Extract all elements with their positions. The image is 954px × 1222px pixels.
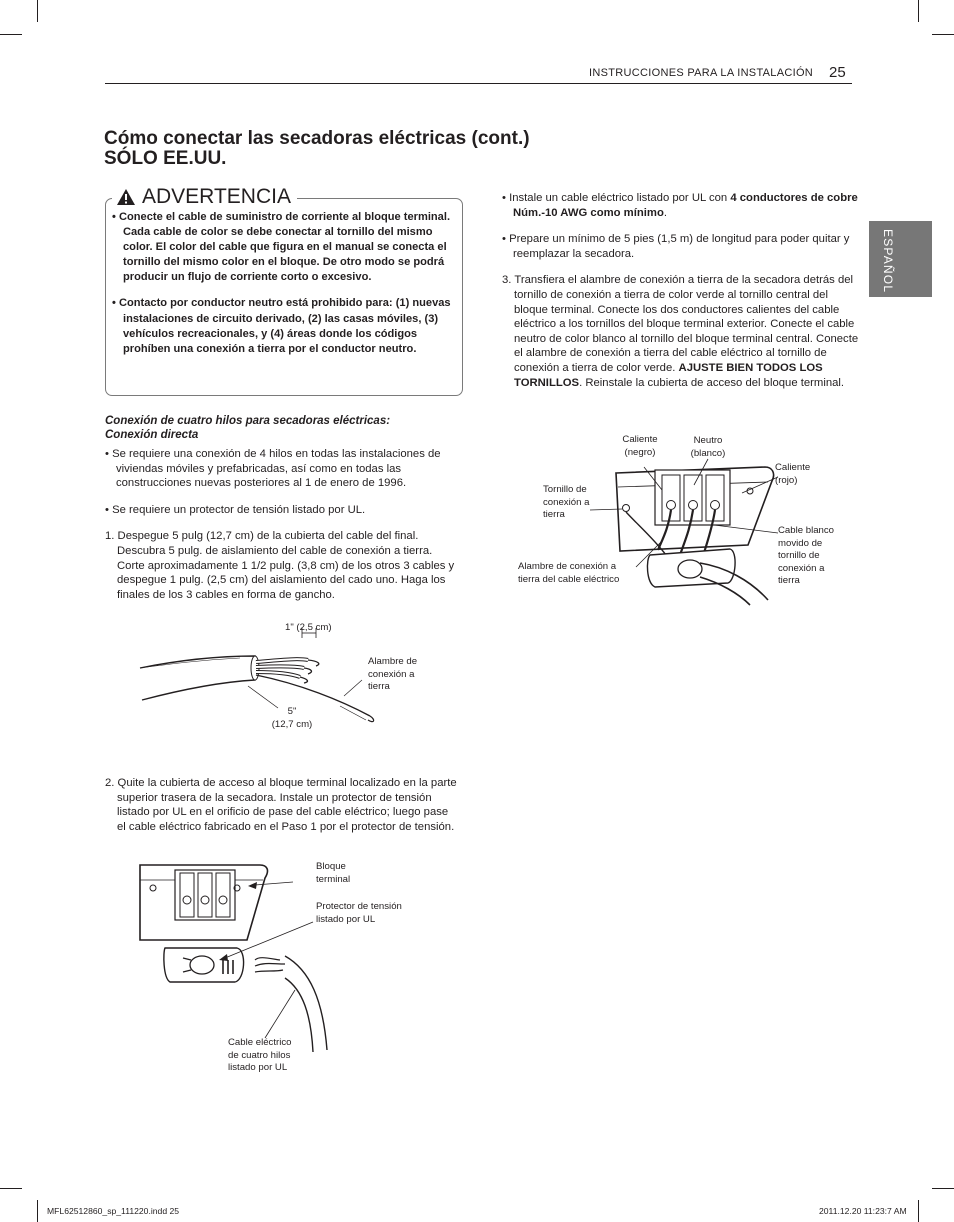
bullet-item: • Se requiere una conexión de 4 hilos en todas las instalaciones de viviendas móviles y prefabricadas, así como en todas las construcciones nuevas posteriores al 1 de enero de 1996.	[105, 448, 441, 490]
step-3: 3. Transfiera el alambre de conexión a tierra de la secadora detrás del tornillo de conexión a tierra de color verde al tornillo central del bloque terminal. Conecte los dos conductores calientes del cable eléctrico a los tornillos del bloque terminal exterior. Conecte el cable neutro de color blanco al tornillo del bloque terminal central. Conecte el alambre de conexión a tierra del cable eléctrico al tornillo de conexión a tierra de color verde. AJUSTE BIEN TODOS LOS TORNILLOS. Reinstale la cubierta de acceso del bloque terminal.	[502, 274, 859, 389]
crop-mark	[932, 1188, 954, 1189]
crop-mark	[918, 1200, 919, 1222]
left-body-2	[105, 776, 457, 834]
label-power-cord: Cable eléctrico de cuatro hilos listado por UL	[228, 1037, 292, 1073]
label-neutral-white: Neutro (blanco)	[690, 435, 726, 459]
step-1: 1. Despegue 5 pulg (12,7 cm) de la cubierta del cable del final. Descubra 5 pulg. de aislamiento del cable de conexión a tierra. Corte aproximadamente 1 1/2 pulg. (3,8 cm) de los otros 3 cables y despegue 1 pulg. (2,5 cm) del aislamiento del cado uno. Haga los finales de los 3 cables en forma de gancho.	[105, 530, 455, 601]
label-ground-wire: Alambre de conexión a tierra	[368, 656, 418, 692]
language-tab: ESPAÑOL	[869, 221, 932, 297]
header-rule	[105, 83, 852, 84]
crop-mark	[37, 0, 38, 22]
running-header: INSTRUCCIONES PARA LA INSTALACIÓN	[589, 67, 814, 79]
crop-mark	[918, 0, 919, 22]
label-hot-black: Caliente (negro)	[622, 434, 658, 458]
warning-title: ADVERTENCIA	[142, 185, 291, 208]
bullet-item: • Se requiere un protector de tensión listado por UL.	[105, 503, 366, 516]
stripped-cable-illustration	[130, 620, 390, 740]
wiring-diagram-illustration	[610, 455, 780, 605]
page-title: Cómo conectar las secadoras eléctricas (cont.) SÓLO EE.UU.	[104, 128, 530, 169]
dim-label-5in: 5" (12,7 cm)	[271, 706, 313, 730]
label-ground-screw: Tornillo de conexión a tierra	[543, 484, 590, 520]
label-strain-relief: Protector de tensión listado por UL	[316, 901, 402, 925]
warning-item: • Contacto por conductor neutro está prohibido para: (1) nuevas instalaciones de circuito derivado, (2) las casas móviles, (3) vehículos recreacionales, y (4) áreas donde los códigos prohíben una conexión a tierra por el conductor neutro.	[112, 297, 451, 355]
right-body	[502, 191, 862, 390]
step-2: 2. Quite la cubierta de acceso al bloque terminal localizado en la parte superior trasera de la secadora. Instale un protector de tensión listado por UL en el orificio de pase del cable eléctrico; luego pase el cable eléctrico fabricado en el Paso 1 por el protector de tensión.	[105, 777, 457, 833]
label-terminal-block: Bloque terminal	[316, 861, 351, 885]
label-white-wire-moved: Cable blanco movido de tornillo de conexión a tierra	[778, 525, 835, 586]
bullet-item: • Instale un cable eléctrico listado por UL con 4 conductores de cobre Núm.-10 AWG como mínimo.	[502, 192, 858, 219]
crop-mark	[932, 34, 954, 35]
warning-list	[112, 210, 456, 357]
page-number: 25	[829, 64, 846, 81]
warning-heading	[112, 185, 297, 209]
dim-label-1in: 1" (2,5 cm)	[285, 622, 332, 633]
footer-filename: MFL62512860_sp_111220.indd 25	[47, 1206, 180, 1216]
terminal-block-illustration	[135, 860, 335, 1060]
warning-triangle-icon	[116, 188, 136, 206]
footer-timestamp: 2011.12.20 11:23:7 AM	[819, 1206, 907, 1216]
warning-item: • Conecte el cable de suministro de corriente al bloque terminal. Cada cable de color se debe conectar al tornillo del mismo color. El color del cable que figura en el manual se conecta el tornillo del mismo color en el bloque. De otro modo se podrá producir un flujo de corriente corto o excesivo.	[112, 211, 451, 284]
label-hot-red: Caliente (rojo)	[775, 462, 811, 486]
crop-mark	[37, 1200, 38, 1222]
left-body	[105, 447, 457, 602]
label-cord-ground-wire: Alambre de conexión a tierra del cable eléctrico	[518, 561, 620, 585]
crop-mark	[0, 34, 22, 35]
section-subheading: Conexión de cuatro hilos para secadoras eléctricas: Conexión directa	[105, 415, 391, 441]
crop-mark	[0, 1188, 22, 1189]
bullet-item: • Prepare un mínimo de 5 pies (1,5 m) de longitud para poder quitar y reemplazar la secadora.	[502, 233, 850, 260]
